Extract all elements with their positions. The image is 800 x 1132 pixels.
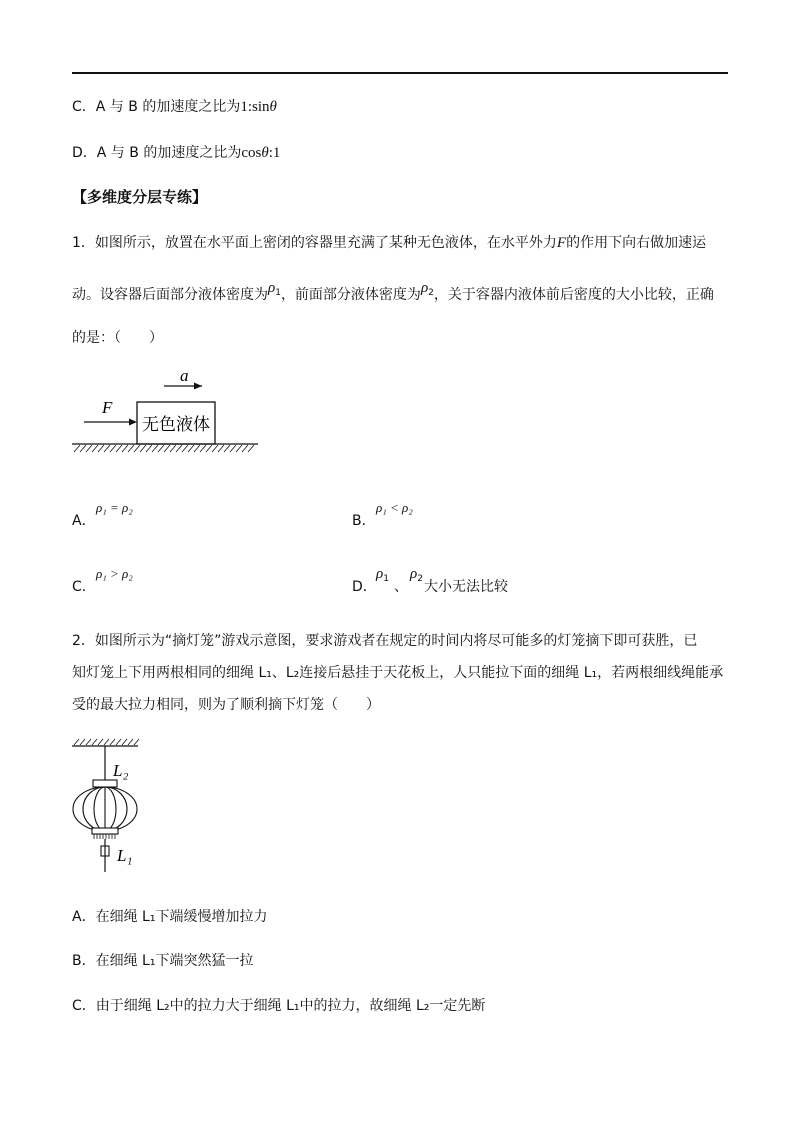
lantern-tassel [94,834,115,839]
rho2-subscript: 2 [428,288,434,298]
force-arrow-head [129,419,137,426]
option-math: ρ₁ = ρ₂ [96,500,133,515]
lantern-cap [93,780,117,787]
accel-arrow-head [194,383,202,390]
rho2-subscript: 2 [417,574,423,584]
box-label: 无色液体 [142,415,210,435]
option-text: 在细绳 L₁下端突然猛一拉 [95,953,254,969]
lantern-base [92,828,118,834]
option-label: D． [72,145,97,161]
q1-text: 1．如图所示，放置在水平面上密闭的容器里充满了某种无色液体，在水平外力 [72,235,557,251]
q2-line-1: 2．如图所示为“摘灯笼”游戏示意图，要求游戏者在规定的时间内将尽可能多的灯笼摘下即可获胜，已 [72,633,698,649]
q1-line-1 [72,232,706,252]
option-label: C． [72,998,96,1014]
q1-text-end: 的作用下向右做加速运 [566,235,707,251]
option-text: 大小无法比较 [424,579,508,595]
q1-option-d[interactable] [352,566,552,596]
force-label: F [102,398,113,417]
option-math-ratio: :1 [268,145,281,161]
q1-text: ，关于容器内液体前后密度的大小比较，正确 [433,287,714,303]
option-label: C． [72,99,96,115]
rho2-symbol: ρ [410,566,418,582]
option-math: 1:sin [240,99,270,115]
q1-line-2 [72,280,714,304]
force-symbol: F [556,235,567,251]
option-label: A． [72,513,96,529]
lantern-body [73,787,137,831]
label-l1: L₁ [117,846,133,865]
header-rule [72,72,728,74]
ground-hatch [74,445,254,452]
separator: 、 [394,579,408,595]
option-text: 在细绳 L₁下端缓慢增加拉力 [95,909,268,925]
ceiling-hatch [74,739,139,745]
accel-label: a [180,366,189,385]
q2-option-a[interactable] [72,906,267,926]
q2-line-3: 受的最大拉力相同，则为了顺利摘下灯笼（ ） [72,697,380,713]
option-math: ρ₁ > ρ₂ [96,566,133,581]
q1-text: 动。设容器后面部分液体密度为 [72,287,268,303]
theta-symbol: θ [261,145,269,161]
prev-option-d [72,142,280,162]
rho1-symbol: ρ [268,280,276,296]
option-math: ρ₁ < ρ₂ [376,500,413,515]
section-title: 【多维度分层专练】 [72,188,208,206]
option-math: cos [241,145,262,161]
theta-symbol: θ [269,99,277,115]
option-label: B． [352,513,376,529]
option-text: A 与 B 的加速度之比为 [95,99,241,115]
q1-text: ，前面部分液体密度为 [280,287,421,303]
rho1-symbol: ρ [376,566,384,582]
q2-lantern-figure [70,738,170,878]
option-label: C． [72,579,96,595]
rho1-subscript: 1 [275,288,281,298]
rho2-symbol: ρ [420,280,429,296]
q2-line-2: 知灯笼上下用两根相同的细绳 L₁、L₂连接后悬挂于天花板上，人只能拉下面的细绳 L₁，若两根细线绳能承 [72,665,724,681]
option-label: D． [352,579,377,595]
option-label: A． [72,909,96,925]
prev-option-c [72,96,277,116]
q2-option-b[interactable] [72,950,253,970]
option-text: 由于细绳 L₂中的拉力大于细绳 L₁中的拉力，故细绳 L₂一定先断 [95,998,486,1014]
q1-line-3: 的是：（ ） [72,330,163,346]
option-label: B． [72,953,96,969]
label-l2: L₂ [113,761,129,780]
option-text: A 与 B 的加速度之比为 [96,145,242,161]
q2-option-c[interactable] [72,995,485,1015]
rho1-subscript: 1 [383,574,389,584]
q1-figure [72,364,272,464]
